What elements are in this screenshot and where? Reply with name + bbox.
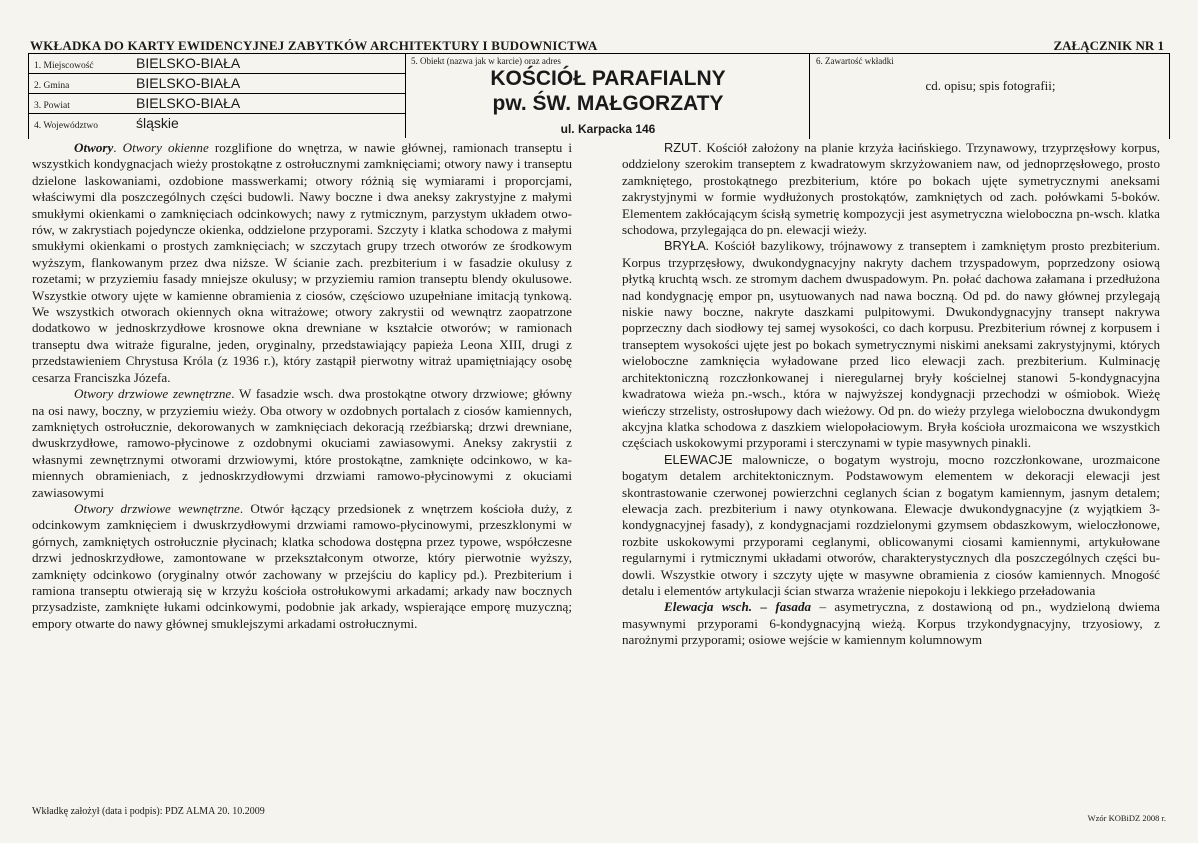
footer-template: Wzór KOBiDZ 2008 r. [1087,813,1166,823]
field-label: 2. Gmina [34,81,70,91]
contents-label: 6. Zawartość wkładki [816,56,894,66]
subheading-inner-doors: Otwory drzwiowe wewnętrzne [74,500,240,516]
form-title: WKŁADKA DO KARTY EWIDENCYJNEJ ZABYTKÓW ARCHITEKTURY I BUDOWNICTWA [30,38,598,53]
section-heading-elevations: ELEWACJE [664,451,733,467]
paragraph-plan [622,140,1160,238]
paragraph-text: – asymetryczna, z dostawioną od pn., wydzieloną dwiema masywnymi przyporami 6-kondygnacyjną wieżą. Korpus trzykondygnacyjny, trzyosiowy, z narożnymi przyporami; osiowe wejście w kamiennym kolumnowym [622,599,1160,648]
field-powiat [28,94,406,114]
footer-author: Wkładkę założył (data i podpis): PDZ ALMA 20. 10.2009 [32,806,265,817]
paragraph-text: . Kościół bazylikowy, trójnawowy z transeptem i zamkniętym prosto prezbiterium. Korpus trzyprzęsłowy, dwukondygnacyjny nakryty dachem trzyspadowym, poprzedzony osiową płytką kruchtą wsch. ze stromym dachem dwuspadowym. Pn. połać dachowa załamana i przedłużona nad kondygnację empor pn, usytuowanych nad nawa boczną. Od pd. do nawy głównej przylegają niskie nawy boczne, nakryte daszkami pulpitowymi. Dwukondygnacyjny transept nakrywa poprzeczny dach siodłowy tej samej wysokości, co dach korpusu. Prezbiterium równej z korpusem i transeptem wysokości ujęte jest po bokach symetrycznymi niskimi aneksami zakrystyjnymi, których wieloboczne zamknięcia wyładowane przed lico elewacji zach. prezbiterium. Kulminację architektoniczną rozczłonkowanej i nieregularnej bryły kościelnej stanowi 5-kondygnacyjna kwadratowa wieża pn.-wsch., która w najwyższej kondygnacji przechodzi w ośmiobok. Wieżę wieńczy strzelisty, ostrosłupowy dach wieżowy. Od pn. do wieży przylega wieloboczna dwukondygm akcyjna klatka schodowa z daszkiem wielopołaciowym. Bryła kościoła urozmaicona we wszystkich częściach uskokowymi przyporami i sterczynami w typie masywnych pinakli. [622,238,1160,451]
section-heading-openings: Otwory [74,140,114,155]
subheading-facade: Elewacja wsch. – fasada [664,599,812,615]
paragraph-outer-doors [32,386,572,501]
paragraph-text: rozglifione do wnętrza, w nawie głównej, ramionach transeptu i wszystkich kondygnacjach wieży prostokątne z ostrołucznymi zamknięciami; otwory nawy i transeptu dzielone laskowaniami, ozdobione masswerkami; otwory różnią się wymiarami i proporcjami, właściwymi dla poszczególnych części budowli. Nawy boczne i dwa aneksy zakrystyjne z małymi smukłymi okienkami o zamknięciach odcinkowych; nawy z rytmicznym, parzystym układem otworów, w zakrystiach pojedyncze okienka, oddzielone przyporami. Szczyty i klatka schodowa z małymi smukłymi okienkami o prostych zamknięciach; w szczytach grupy trzech otworów ze środkowym wyższym, flankowanym przez dwa niższe. W ścianie zach. prezbiterium i w fasadzie okulusy z rozetami; w przyziemiu fasady mniejsze okulusy; w przyziemiu ramion transeptu blendy okulusowe. Wszystkie otwory ujęte w kamienne obramienia z ciosów, częściowo uzupełniane imitacją tynkową. We wszystkich otworach okiennych okna witrażowe; otwory zakrystii od wewnątrz zaopatrzone dodatkowo w jednoskrzydłowe krosnowe okna drewniane w kształcie otworów; w ramionach transeptu dwa witraże figuralne, jeden, oryginalny, przedstawiający papieża Leona XIII, drugi z przedstawieniem Chrystusa Króla (z 1936 r.), który zastąpił pierwotny witraż upamiętniający osobę cesarza Franciszka Józefa. [32,140,572,385]
field-label: 4. Województwo [34,121,98,131]
object-address: ul. Karpacka 146 [560,122,656,136]
subheading-outer-doors: Otwory drzwiowe zewnętrzne [74,386,232,402]
field-miejscowosc [28,54,406,74]
field-gmina [28,74,406,94]
paragraph-facade [622,599,1160,648]
paragraph-text: . Otwór łączący przedsionek z wnętrzem kościoła duży, z odcinkowym zamknięciem i dwuskrzydłowymi drzwiami ramowo-płycinowymi, przeszklonymi w górnych, zamkniętych ostrołucznie płycinach; klatka schodowa dostępna przez typowe, współczesne drzwi jednoskrzydłowe, zamontowane w przekształconym otworze, który pierwotnie wyższy, zamknięty odcinkowo (oryginalny otwór zachowany w przejściu do kaplicy pd.). Prezbiterium i ramiona transeptu otwierają się w krzyżu kościoła ostrołukowymi arkadami; arkady naw bocznych przysadziste, zamknięte łukami odcinkowymi, podobnie jak arkady, wspierające emporę muzyczną; empory otwarte do nawy głównej smuklejszymi arkadami ostrołucznymi. [32,500,572,631]
field-label: 1. Miejscowość [34,61,94,71]
field-value: śląskie [136,115,179,131]
field-value: BIELSKO-BIAŁA [136,95,241,111]
contents-label-cell [811,54,1170,93]
annex-number: ZAŁĄCZNIK NR 1 [1053,38,1164,53]
paragraph-text: . W fasadzie wsch. dwa prostokątne otwory drzwiowe; główny na osi nawy, boczny, w przyziemiu wieży. Oba otwory w ozdobnych portalach z ciosów kamiennych, zamkniętych ostrołucznie, dekorowanych w zamknięciach dekoracją rzeźbiarską; drzwi drewniane, dwuskrzydłowe, ramowo-płycinowe z ozdobnymi okuciami zawiasowymi. Aneksy zakrystii z własnymi zewnętrznymi otworami drzwiowymi, które prostokątne, zamknięte odcinkowo, w kamiennych obramieniach, z jednoskrzydłowymi drzwiami ramowo-płycinowymi z okuciami zawiasowymi [32,386,572,500]
field-label: 3. Powiat [34,101,70,111]
object-name-line2: pw. ŚW. MAŁGORZATY [492,92,724,115]
right-column-text [622,140,1160,649]
section-heading-plan: RZUT [664,140,699,155]
paragraph-windows: Otwory. Otwory okienne rozglifione do wnętrza, w nawie głównej, ramionach transeptu i wszystkich kondygnacjach wieży prostokątne z ostrołucznymi zamknięciami; otwory nawy i transeptu dzielone laskowaniami, ozdobione masswerkami; otwory różnią się wymiarami i proporcjami, właściwymi dla poszczególnych części budowli. Nawy boczne i dwa aneksy zakrystyjne z małymi smukłymi okienkami o zamknięciach odcinkowych; nawy z rytmicznym, parzystym układem otworów, w zakrystiach pojedyncze okienka, oddzielone przyporami. Szczyty i klatka schodowa z małymi smukłymi okienkami o prostych zamknięciach; w szczytach grupy trzech otworów ze środkowym wyższym, flankowanym przez dwa niższe. W ścianie zach. prezbiterium i w fasadzie okulusy z rozetami; w przyziemiu fasady mniejsze okulusy; w przyziemiu ramion transeptu blendy okulusowe. Wszystkie otwory ujęte w kamienne obramienia z ciosów, częściowo uzupełniane imitacją tynkową. We wszystkich otworach okiennych okna witrażowe; otwory zakrystii od wewnątrz zaopatrzone dodatkowo w jednoskrzydłowe krosnowe okna drewniane w kształcie otworów; w ramionach transeptu dwa witraże figuralne, jeden, oryginalny, przedstawiający papieża Leona XIII, drugi z przedstawieniem Chrystusa Króla (z 1936 r.), który zastąpił pierwotny witraż upamiętniający osobę cesarza Franciszka Józefa. [32,140,572,385]
object-field [406,54,810,139]
subheading-window-openings: Otwory okienne [122,140,209,155]
object-label: 5. Obiekt (nazwa jak w karcie) oraz adres [411,56,561,66]
paragraph-inner-doors [32,501,572,632]
section-heading-massing: BRYŁA [664,238,706,254]
field-value: BIELSKO-BIAŁA [136,75,241,91]
object-name-line1: KOŚCIÓŁ PARAFIALNY [490,67,726,90]
left-column-text [32,140,572,632]
paragraph-text: malownicze, o bogatym wystroju, mocno rozczłonkowane, urozmaicone bogatym detalem architektonicznym. Podstawowym elementem w dekoracji elewacji jest skontrastowanie czerwonej powierzchni ceglanych ścian z bogatym kamiennym, jasnym detalem; elewacja zach. prezbiterium i nawy otynkowana. Elewacje dwukondygnacyjne (z wyjątkiem 3-kondygnacyjnej fasady), z kondygnacjami rozdzielonymi gzymsem obdaszkowym, wieloczłonowe, rozbite uskokowymi przyporami ceglanymi, oblicowanymi ciosami kamiennymi, artykułowane regularnymi i rytmicznymi układami otworów, charakterystycznych dla poszczególnych części budowli. Wszystkie otwory i szczyty ujęte w masywne obramienia z ciosów kamiennych. Mnogość detalu i elementów artykulacji ścian stwarza wrażenie niepokoju i lekkiego przeładowania [622,451,1160,598]
paragraph-elevations [622,452,1160,600]
paragraph-massing [622,238,1160,451]
field-wojewodztwo [28,114,406,138]
contents-value: cd. opisu; spis fotografii; [925,78,1056,93]
paragraph-text: . Kościół założony na planie krzyża łacińskiego. Trzynawowy, trzyprzęsłowy korpus, oddzielony szerokim transeptem z kwadratowym skrzyżowaniem naw, od jednoprzęsłowego, prosto zamkniętego, prostokątnego prezbiterium, które po bokach ujęte symetrycznymi aneksami zakrystyjnymi w formie wydłużonych prostokątów, zamkniętych od zach. połówkami 5-boków. Elementem zakłócającym ścisłą symetrię kompozycji jest asymetryczna wieloboczna pn-wsch. klatka schodowa, przylegająca do pn. elewacji wieży. [622,140,1160,238]
field-value: BIELSKO-BIAŁA [136,55,241,71]
